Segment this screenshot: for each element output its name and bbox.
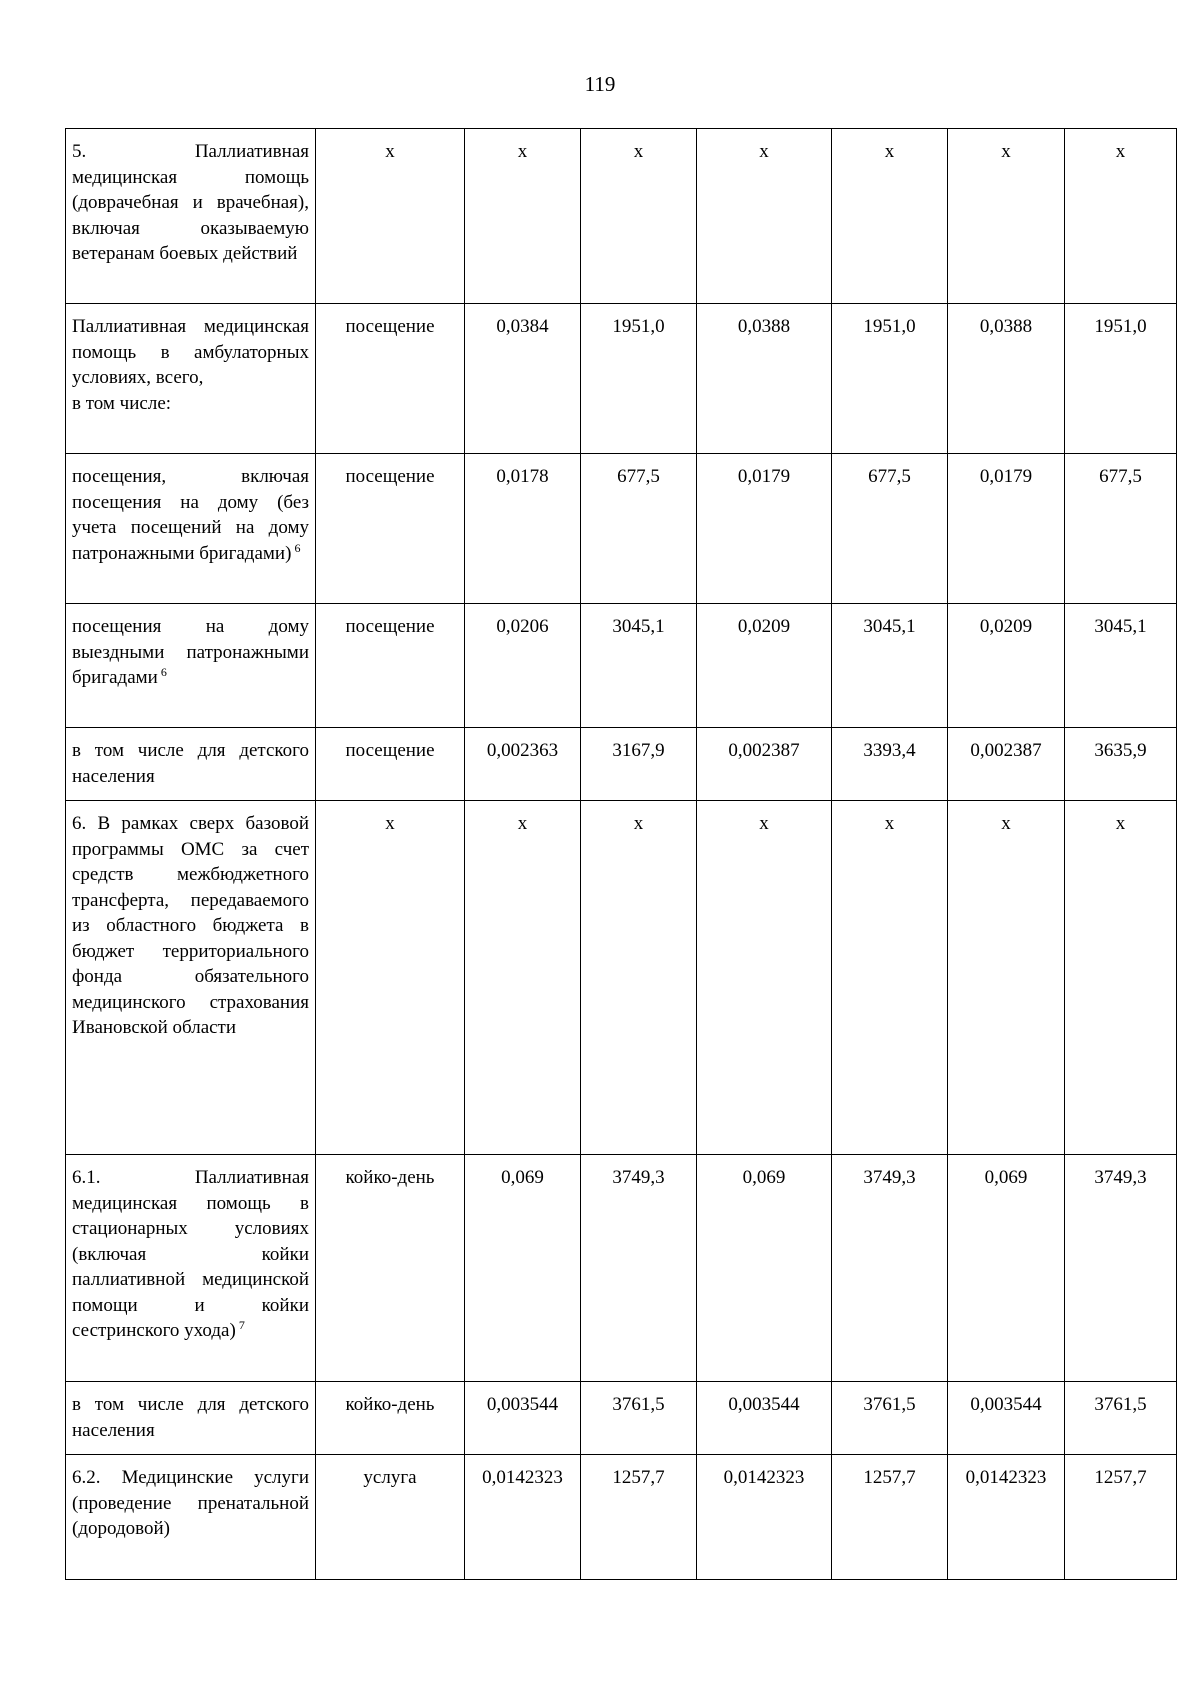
value-cell: 0,0142323 [697, 1455, 832, 1580]
row-label-cell [66, 304, 316, 454]
row-label: посещения на дому выездными патронажными бригадами [72, 616, 309, 688]
value-cell: 677,5 [581, 454, 697, 604]
unit-cell: посещение [316, 454, 465, 604]
value-cell: 3761,5 [832, 1382, 948, 1455]
table-row [66, 454, 1177, 604]
value-cell: 0,0209 [697, 604, 832, 728]
value-cell: 0,0206 [465, 604, 581, 728]
row-label-cell [66, 1382, 316, 1455]
value-cell: х [465, 801, 581, 1155]
value-cell: 3045,1 [832, 604, 948, 728]
table-row [66, 728, 1177, 801]
table-body [66, 129, 1177, 1580]
value-cell: х [581, 801, 697, 1155]
value-cell: 677,5 [832, 454, 948, 604]
row-label-cell [66, 1155, 316, 1382]
data-table [65, 128, 1177, 1580]
value-cell: 0,0142323 [465, 1455, 581, 1580]
table-row [66, 304, 1177, 454]
value-cell: 0,0388 [948, 304, 1065, 454]
table-row [66, 1455, 1177, 1580]
unit-cell: посещение [316, 304, 465, 454]
value-cell: 0,0179 [697, 454, 832, 604]
value-cell: 1257,7 [581, 1455, 697, 1580]
table-row [66, 801, 1177, 1155]
value-cell: 0,003544 [465, 1382, 581, 1455]
footnote-marker: 6 [294, 540, 301, 555]
row-label-cell [66, 604, 316, 728]
value-cell: х [697, 129, 832, 304]
row-label: 6.1. Паллиативная медицинская помощь в стационарных условиях (включая койки паллиативной медицинской помощи и койки сестринского ухода) [72, 1167, 309, 1341]
value-cell: 0,003544 [697, 1382, 832, 1455]
value-cell: 1951,0 [1065, 304, 1177, 454]
unit-cell: услуга [316, 1455, 465, 1580]
unit-cell: койко-день [316, 1155, 465, 1382]
row-label: 5. Паллиативная медицинская помощь (доврачебная и врачебная), включая оказываемую ветеранам боевых действий [72, 141, 309, 264]
table-row [66, 1155, 1177, 1382]
row-label: в том числе: [72, 392, 172, 414]
row-label-cell [66, 801, 316, 1155]
value-cell: 0,069 [465, 1155, 581, 1382]
footnote-marker: 7 [238, 1318, 245, 1333]
value-cell: х [832, 129, 948, 304]
value-cell: 1257,7 [832, 1455, 948, 1580]
row-label-cell [66, 1455, 316, 1580]
value-cell: 677,5 [1065, 454, 1177, 604]
row-label: Паллиативная медицинская помощь в амбулаторных условиях, всего, [72, 316, 309, 388]
value-cell: 0,002387 [697, 728, 832, 801]
value-cell: х [948, 129, 1065, 304]
table-row [66, 1382, 1177, 1455]
value-cell: 3635,9 [1065, 728, 1177, 801]
unit-cell: х [316, 801, 465, 1155]
value-cell: 1951,0 [581, 304, 697, 454]
value-cell: 0,0388 [697, 304, 832, 454]
value-cell: 3045,1 [581, 604, 697, 728]
value-cell: х [697, 801, 832, 1155]
row-label-cell [66, 129, 316, 304]
value-cell: 3749,3 [1065, 1155, 1177, 1382]
unit-cell: посещение [316, 728, 465, 801]
value-cell: х [832, 801, 948, 1155]
footnote-marker: 6 [160, 665, 167, 680]
row-label-cell [66, 454, 316, 604]
row-label: посещения, включая посещения на дому (без учета посещений на дому патронажными бригадами) [72, 466, 309, 564]
value-cell: 0,0209 [948, 604, 1065, 728]
page-number: 119 [584, 72, 616, 96]
value-cell: 3045,1 [1065, 604, 1177, 728]
value-cell: х [1065, 801, 1177, 1155]
value-cell: 0,069 [697, 1155, 832, 1382]
value-cell: 3393,4 [832, 728, 948, 801]
unit-cell: х [316, 129, 465, 304]
value-cell: 0,0179 [948, 454, 1065, 604]
unit-cell: посещение [316, 604, 465, 728]
value-cell: 0,002387 [948, 728, 1065, 801]
value-cell: х [581, 129, 697, 304]
value-cell: 3749,3 [581, 1155, 697, 1382]
table-row [66, 604, 1177, 728]
value-cell: х [948, 801, 1065, 1155]
value-cell: 0,003544 [948, 1382, 1065, 1455]
value-cell: 0,0384 [465, 304, 581, 454]
row-label-cell [66, 728, 316, 801]
row-label: 6.2. Медицинские услуги (проведение пренатальной (дородовой) [72, 1467, 309, 1539]
unit-cell: койко-день [316, 1382, 465, 1455]
table-row [66, 129, 1177, 304]
value-cell: 3761,5 [1065, 1382, 1177, 1455]
value-cell: 3749,3 [832, 1155, 948, 1382]
value-cell: 1951,0 [832, 304, 948, 454]
value-cell: 0,0142323 [948, 1455, 1065, 1580]
row-label: в том числе для детского населения [72, 1394, 309, 1441]
row-label: 6. В рамках сверх базовой программы ОМС за счет средств межбюджетного трансферта, передаваемого из областного бюджета в бюджет территориального фонда обязательного медицинского страхования Ивановской области [72, 813, 309, 1038]
value-cell: х [465, 129, 581, 304]
row-label: в том числе для детского населения [72, 740, 309, 787]
value-cell: 0,0178 [465, 454, 581, 604]
value-cell: 1257,7 [1065, 1455, 1177, 1580]
value-cell: 3167,9 [581, 728, 697, 801]
value-cell: 3761,5 [581, 1382, 697, 1455]
value-cell: 0,069 [948, 1155, 1065, 1382]
value-cell: х [1065, 129, 1177, 304]
value-cell: 0,002363 [465, 728, 581, 801]
